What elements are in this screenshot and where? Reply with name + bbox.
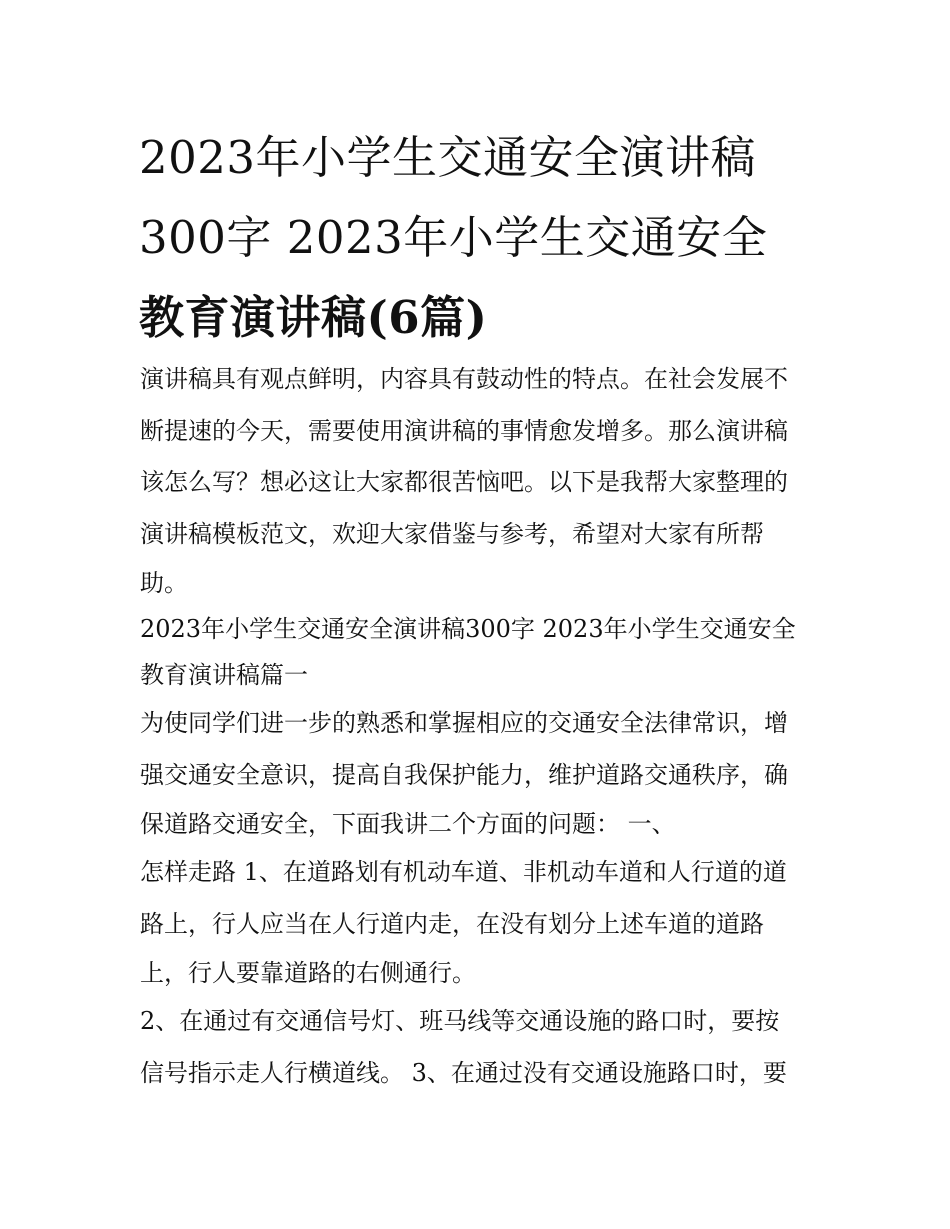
text-line: 断提速的今天，需要使用演讲稿的事情愈发增多。那么演讲稿 [140, 416, 788, 445]
text-line: 上，行人要靠道路的右侧通行。 [140, 959, 476, 987]
text-line: 为使同学们进一步的熟悉和掌握相应的交通安全法律常识，增 [140, 709, 788, 737]
text-line: 怎样走路 1、在道路划有机动车道、非机动车道和人行道的道 [140, 858, 787, 886]
text-line: 强交通安全意识，提高自我保护能力，维护道路交通秩序，确 [140, 760, 788, 789]
document-title [139, 118, 819, 358]
section-heading-line: 教育演讲稿篇一 [140, 661, 308, 689]
text-line: 路上，行人应当在人行道内走，在没有划分上述车道的道路 [140, 909, 764, 938]
document-body [140, 354, 830, 1099]
content-paragraph [140, 698, 830, 1099]
text-line: 演讲稿具有观点鲜明，内容具有鼓动性的特点。在社会发展不 [140, 365, 788, 393]
title-line: 教育演讲稿(6篇) [139, 291, 488, 344]
text-line: 助。 [140, 569, 188, 597]
section-heading-line: 2023年小学生交通安全演讲稿300字 2023年小学生交通安全 [140, 615, 796, 643]
text-line: 2、在通过有交通信号灯、班马线等交通设施的路口时，要按 [140, 1007, 780, 1035]
title-line: 300字 2023年小学生交通安全 [139, 211, 768, 264]
text-line: 演讲稿模板范文，欢迎大家借鉴与参考，希望对大家有所帮 [140, 519, 764, 548]
text-line: 保道路交通安全，下面我讲二个方面的问题： 一、 [140, 810, 676, 838]
section-heading [140, 606, 830, 698]
intro-paragraph [140, 354, 830, 606]
text-line: 信号指示走人行横道线。 3、在通过没有交通设施路口时，要 [140, 1058, 787, 1087]
title-line: 2023年小学生交通安全演讲稿 [139, 131, 757, 184]
text-line: 该怎么写？想必这让大家都很苦恼吧。以下是我帮大家整理的 [140, 468, 788, 496]
